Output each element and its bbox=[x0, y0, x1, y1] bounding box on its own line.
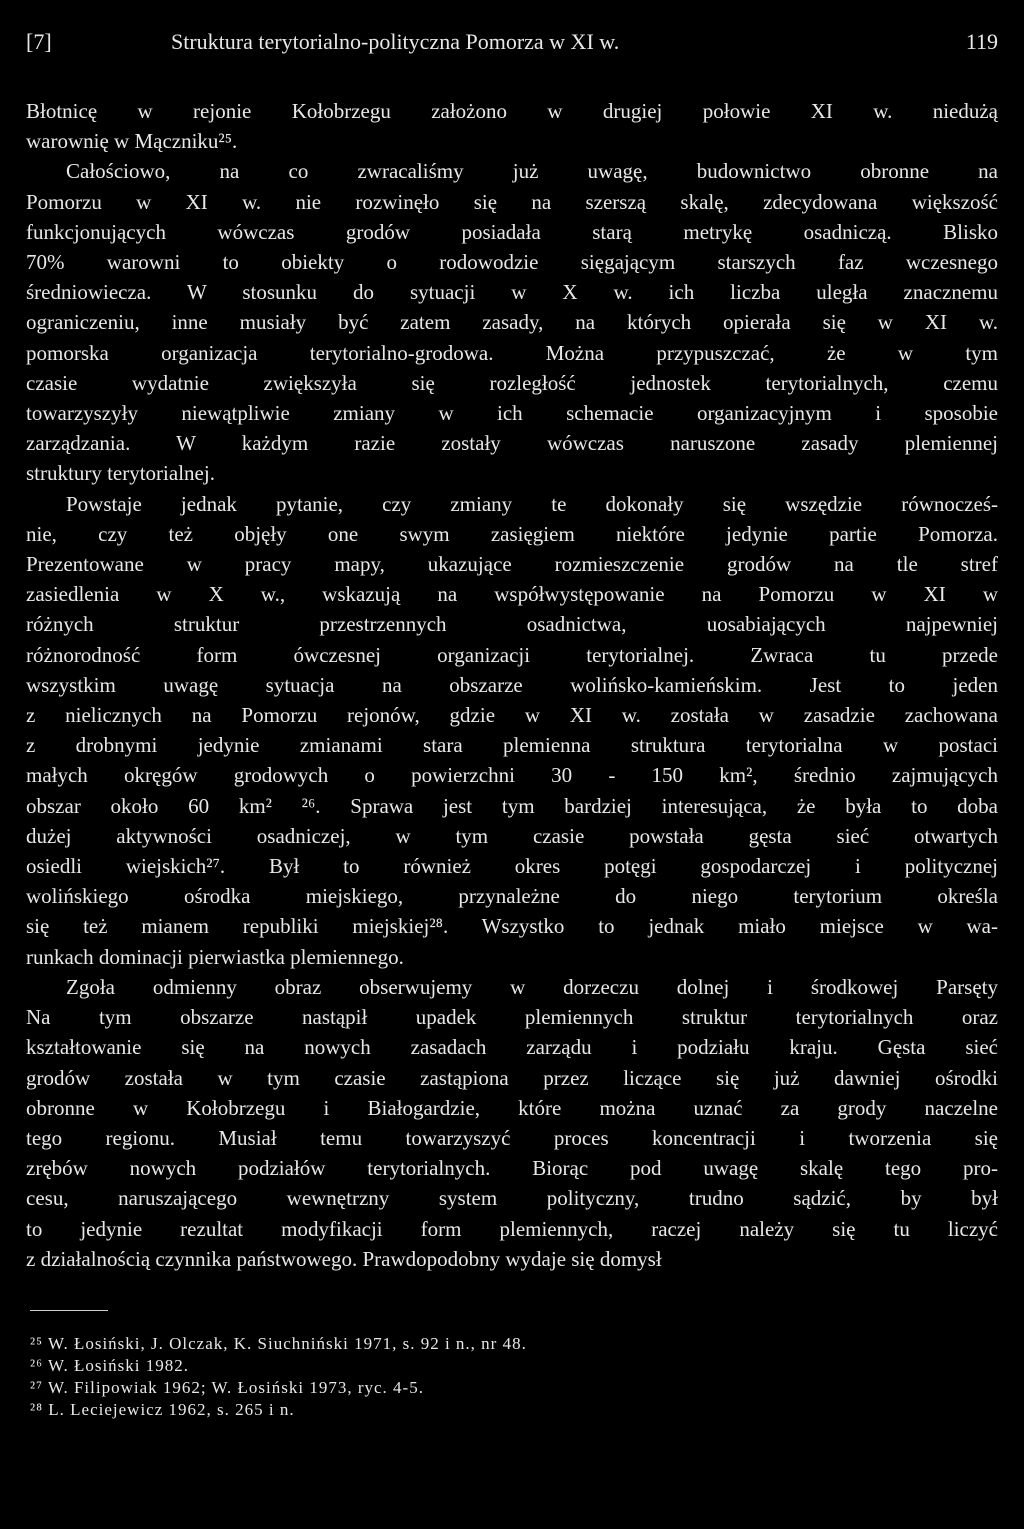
text-line: Całościowo, na co zwracaliśmy już uwagę, budownictwo obronne na bbox=[66, 159, 998, 184]
text-line: się też mianem republiki miejskiej²⁸. Wszystko to jednak miało miejsce w wa- bbox=[26, 914, 998, 939]
text-line: średniowiecza. W stosunku do sytuacji w X w. ich liczba uległa znacznemu bbox=[26, 280, 998, 305]
footnote: ²⁷ W. Filipowiak 1962; W. Łosiński 1973, ryc. 4-5. bbox=[30, 1377, 424, 1397]
text-line: Zgoła odmienny obraz obserwujemy w dorzeczu dolnej i środkowej Parsęty bbox=[66, 974, 998, 999]
text-line: towarzyszyły niewątpliwie zmiany w ich schemacie organizacyjnym i sposobie bbox=[26, 401, 998, 426]
footnote: ²⁵ W. Łosiński, J. Olczak, K. Siuchniński 1971, s. 92 i n., nr 48. bbox=[30, 1333, 527, 1353]
text-line: różnych struktur przestrzennych osadnictwa, uosabiających najpewniej bbox=[26, 612, 998, 637]
text-line: struktury terytorialnej. bbox=[26, 461, 215, 486]
paragraph bbox=[26, 972, 998, 1274]
text-line: Na tym obszarze nastąpił upadek plemiennych struktur terytorialnych oraz bbox=[26, 1005, 998, 1030]
text-line: warownię w Mączniku²⁵. bbox=[26, 129, 238, 154]
body-text bbox=[26, 96, 998, 1274]
paragraph bbox=[26, 489, 998, 972]
text-line: dużej aktywności osadniczej, w tym czasie powstała gęsta sieć otwartych bbox=[26, 823, 998, 848]
text-line: to jedynie rezultat modyfikacji form plemiennych, raczej należy się tu liczyć bbox=[26, 1216, 998, 1241]
text-line: różnorodność form ówczesnej organizacji terytorialnej. Zwraca tu przede bbox=[26, 642, 998, 667]
text-line: czasie wydatnie zwiększyła się rozległość jednostek terytorialnych, czemu bbox=[26, 370, 998, 395]
text-line: pomorska organizacja terytorialno-grodowa. Można przypuszczać, że w tym bbox=[26, 340, 998, 365]
text-line: małych okręgów grodowych o powierzchni 30 - 150 km², średnio zajmujących bbox=[26, 763, 998, 788]
page-number: 119 bbox=[965, 29, 998, 54]
text-line: nie, czy też objęły one swym zasięgiem niektóre jedynie partie Pomorza. bbox=[26, 521, 998, 546]
footnote: ²⁸ L. Leciejewicz 1962, s. 265 i n. bbox=[30, 1399, 295, 1419]
text-line: obszar około 60 km² ²⁶. Sprawa jest tym bardziej interesująca, że była to doba bbox=[26, 793, 998, 818]
text-line: osiedli wiejskich²⁷. Był to również okres potęgi gospodarczej i politycznej bbox=[26, 854, 998, 879]
footnote-rule bbox=[30, 1310, 108, 1311]
text-line: Powstaje jednak pytanie, czy zmiany te dokonały się wszędzie równocześ- bbox=[66, 491, 998, 516]
text-line: zrębów nowych podziałów terytorialnych. Biorąc pod uwagę skalę tego pro- bbox=[26, 1156, 998, 1181]
text-line: Pomorzu w XI w. nie rozwinęło się na szerszą skalę, zdecydowana większość bbox=[26, 189, 998, 214]
text-line: 70% warowni to obiekty o rodowodzie sięgającym starszych faz wczesnego bbox=[26, 250, 998, 275]
text-line: zarządzania. W każdym razie zostały wówczas naruszone zasady plemiennej bbox=[26, 431, 998, 456]
text-line: wszystkim uwagę sytuacja na obszarze wolińsko-kamieńskim. Jest to jeden bbox=[26, 672, 998, 697]
text-line: cesu, naruszającego wewnętrzny system polityczny, trudno sądzić, by był bbox=[26, 1186, 998, 1211]
text-line: runkach dominacji pierwiastka plemiennego. bbox=[26, 944, 404, 969]
text-line: kształtowanie się na nowych zasadach zarządu i podziału kraju. Gęsta sieć bbox=[26, 1035, 998, 1060]
text-line: Błotnicę w rejonie Kołobrzegu założono w drugiej połowie XI w. niedużą bbox=[26, 99, 998, 123]
text-line: funkcjonujących wówczas grodów posiadała starą metrykę osadniczą. Blisko bbox=[26, 219, 998, 244]
document-page bbox=[26, 22, 998, 1421]
text-line: ograniczeniu, inne musiały być zatem zasady, na których opierała się w XI w. bbox=[26, 310, 998, 335]
text-line: tego regionu. Musiał temu towarzyszyć proces koncentracji i tworzenia się bbox=[26, 1125, 998, 1150]
running-header bbox=[26, 22, 998, 62]
paragraph bbox=[26, 156, 998, 488]
text-line: z działalnością czynnika państwowego. Prawdopodobny wydaje się domysł bbox=[26, 1246, 662, 1271]
footnote: ²⁶ W. Łosiński 1982. bbox=[30, 1355, 190, 1375]
text-line: grodów została w tym czasie zastąpiona przez liczące się już dawniej ośrodki bbox=[26, 1065, 998, 1090]
text-line: wolińskiego ośrodka miejskiego, przynależne do niego terytorium określa bbox=[26, 884, 998, 909]
paragraph bbox=[26, 96, 998, 156]
text-line: z nielicznych na Pomorzu rejonów, gdzie w XI w. została w zasadzie zachowana bbox=[26, 703, 998, 728]
footnotes bbox=[26, 1333, 998, 1421]
section-number: [7] bbox=[26, 29, 52, 54]
text-line: zasiedlenia w X w., wskazują na współwystępowanie na Pomorzu w XI w bbox=[26, 582, 998, 607]
running-title: Struktura terytorialno-polityczna Pomorza w XI w. bbox=[171, 29, 620, 54]
text-line: obronne w Kołobrzegu i Białogardzie, które można uznać za grody naczelne bbox=[26, 1095, 998, 1120]
text-line: z drobnymi jedynie zmianami stara plemienna struktura terytorialna w postaci bbox=[26, 733, 998, 758]
text-line: Prezentowane w pracy mapy, ukazujące rozmieszczenie grodów na tle stref bbox=[26, 552, 998, 577]
